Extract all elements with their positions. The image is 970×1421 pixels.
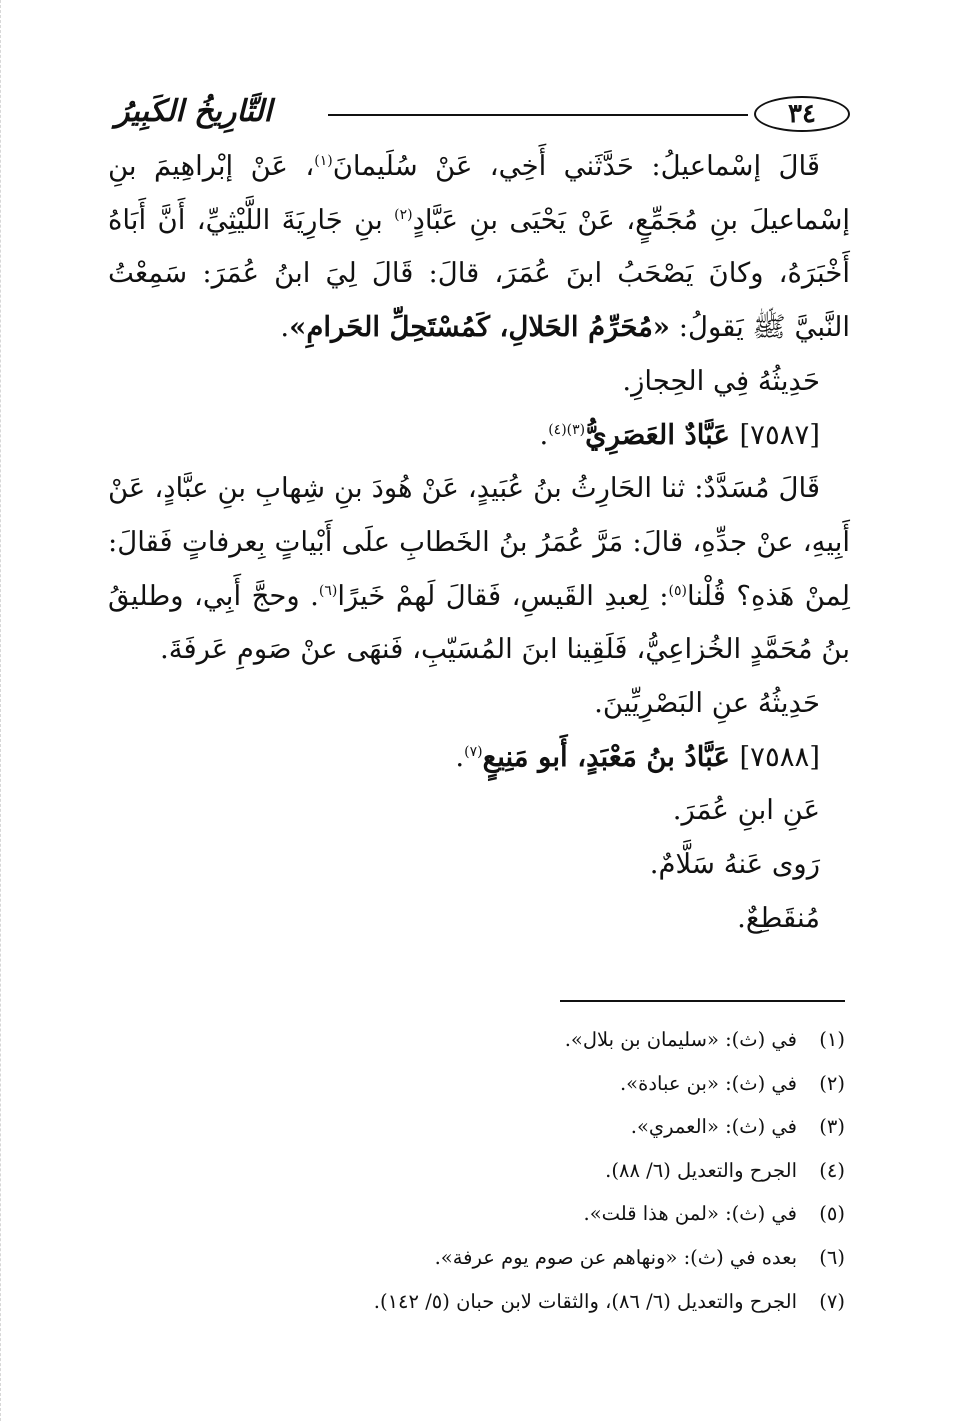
main-text (108, 140, 850, 946)
footnote-item (200, 1149, 845, 1193)
footnote-text: في (ث): «سليمان بن بلال». (564, 1028, 797, 1051)
footnote-ref-5[interactable]: (٥) (668, 582, 687, 599)
footnote-item (200, 1105, 845, 1149)
footnote-number: (٥) (819, 1202, 845, 1226)
text-run: : لِعبدِ القَيسِ، فَقالَ لَهمْ خَيرًا (337, 579, 669, 612)
paragraph-note-2: حَدِيثُهُ عنِ البَصْرِيِّينَ. (594, 687, 820, 720)
footnote-number: (٤) (819, 1158, 845, 1182)
footnote-ref-2[interactable]: (٢) (394, 206, 413, 223)
footnote-text: الجرح والتعديل (٦/ ٨٦)، والثقات لابن حبان (٥/ ١٤٢). (373, 1289, 797, 1313)
book-title: التَّارِيخُ الكَبِيرُ (115, 94, 273, 129)
footnote-item (200, 1280, 845, 1324)
text-run: قَالَ مُسَدَّدٌ: ثنا الحَارِثُ بنُ عُبَيدٍ، عَنْ هُودَ بنِ شِهابِ بنِ عبَّادٍ، عَنْ أَبِيهِ، عنْ جدِّهِ، قالَ: مَرَّ عُمَرُ بنُ الخَطابِ علَى أَبْياتٍ بِعرفاتٍ فَقالَ: لِمنْ هَذهِ؟ قُلْنا (108, 472, 850, 612)
footnote-text: بعده في (ث): «ونهاهم عن صوم يوم عرفة». (434, 1245, 797, 1269)
footnote-ref-3-4[interactable]: (٣)(٤) (548, 421, 586, 438)
footnote-item (200, 1192, 845, 1236)
page-number: ٣٤ (754, 96, 850, 132)
entry-number: [٧٥٨٨] (739, 740, 820, 773)
footnotes (200, 1018, 845, 1323)
text-run: قَالَ إسْماعيلُ: حَدَّثَني أَخِي، عَنْ سُلَيمانَ (332, 150, 820, 182)
footnote-number: (٧) (819, 1289, 845, 1313)
footnote-item (200, 1018, 845, 1062)
footnote-text: في (ث): «العمري». (630, 1115, 797, 1139)
paragraph-hadith-2 (108, 462, 850, 677)
paragraph-note-1: حَدِيثُهُ فِي الحِجازِ. (622, 364, 820, 397)
footnote-ref-7[interactable]: (٧) (464, 743, 483, 760)
footnote-number: (١) (819, 1028, 845, 1051)
text-run: . (455, 740, 465, 773)
footnote-number: (٣) (819, 1115, 845, 1139)
footnote-ref-6[interactable]: (٦) (318, 582, 338, 599)
footnote-text: الجرح والتعديل (٦/ ٨٨). (605, 1158, 797, 1182)
footnote-number: (٦) (819, 1245, 845, 1269)
footnote-item (200, 1062, 845, 1106)
page-edge-marks (0, 0, 7, 1421)
text-run: . (280, 311, 290, 344)
footnote-text: في (ث): «بن عبادة». (619, 1071, 797, 1095)
hadith-quote: «مُحَرِّمُ الحَلالِ، كَمُسْتَحِلِّ الحَرامِ» (289, 311, 670, 344)
entry-heading-7587 (108, 409, 850, 463)
page-header (115, 92, 850, 136)
footnote-separator (560, 1000, 845, 1002)
entry-name: عَبَّادُ بنُ مَعْبَدٍ، أَبو مَنِيعٍ (482, 740, 740, 773)
footnote-ref-1[interactable]: (١) (314, 152, 333, 169)
footnote-text: في (ث): «لمن هذا قلت». (583, 1202, 797, 1226)
entry-number: [٧٥٨٧] (739, 418, 820, 451)
footnote-number: (٢) (819, 1071, 845, 1095)
text-run: . (539, 418, 549, 451)
paragraph-note-4: رَوى عَنهُ سَلَّامٌ. (649, 848, 820, 881)
paragraph-note-3: عَنِ ابنِ عُمَرَ. (672, 794, 820, 827)
text-run: بنِ جَارِيَةَ اللَّيْثِيِّ، أَنَّ أَبَاهُ أَخْبَرَهُ، وكانَ يَصْحَبُ ابنَ عُمَرَ، قالَ: قَالَ لِيَ ابنُ عُمَرَ: سَمِعْتُ النَّبيَّ ﷺ يَقولُ: (108, 203, 850, 344)
header-rule (328, 114, 748, 116)
text-run: ، عَنْ إبْراهِيمَ بنِ إسْماعيلَ بنِ مُجَمِّعٍ، عَنْ يَحْيَى بنِ عَبَّادٍ (108, 150, 850, 236)
footnote-item (200, 1236, 845, 1280)
paragraph-note-5: مُنقَطِعٌ. (737, 901, 820, 934)
text-run: . وحجَّ أَبِي، وطليقُ بنُ مُحَمَّدٍ الخُزاعِيُّ، فَلَقِينا ابنَ المُسَيّبِ، فَنهَى عنْ صَومِ عَرفَةَ. (108, 579, 850, 666)
entry-name: عَبَّادٌ العَصَرِيُّ (585, 418, 740, 451)
entry-heading-7588 (108, 731, 850, 785)
paragraph-hadith-1 (108, 140, 850, 355)
